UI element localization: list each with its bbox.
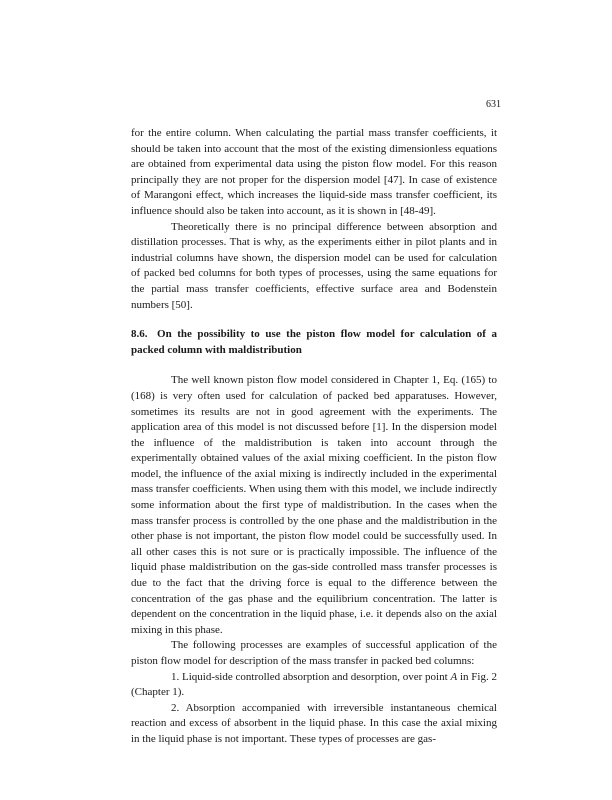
paragraph-continuation: for the entire column. When calculating the partial mass transfer coefficients, it should be taken into account that the most of the existing dimensionless equations are obtained from experimental data using the piston flow model. For this reason principally they are not proper for the dispersion model [47]. In case of existence of Marangoni effect, which increases the liquid-side mass transfer coefficient, its influence should also be taken into account, as it is shown in [48-49]. — [131, 127, 497, 217]
paragraph-examples-intro: The following processes are examples of successful application of the piston flow model for description of the mass transfer in packed bed columns: — [131, 639, 497, 667]
paragraph-absorption-distillation: Theoretically there is no principal difference between absorption and distillation processes. That is why, as the experiments either in pilot plants and in industrial columns have shown, the dispersion model can be used for calculation of packed bed columns for both types of processes, using the same equations for the partial mass transfer coefficients, effective surface area and Bodenstein numbers [50]. — [131, 220, 497, 311]
list-item-1 — [131, 670, 497, 701]
paragraph-piston-flow-model: The well known piston flow model considered in Chapter 1, Eq. (165) to (168) is very often used for calculation of packed bed apparatuses. However, sometimes its results are not in good agreement with the experiments. The application area of this model is not discussed before [1]. In the dispersion model the influence of the maldistribution is taken into account through the experimentally obtained values of the axial mixing coefficient. In the piston flow model, the influence of the axial mixing is indirectly included in the experimental mass transfer coefficients. When using them with this model, we include indirectly some information about the first type of maldistribution. In the cases when the mass transfer process is controlled by the one phase and the maldistribution in the other phase is not important, the piston flow model could be successfully used. In all other cases this is not sure or is practically impossible. The influence of the liquid phase maldistribution on the gas-side controlled mass transfer processes is due to the fact that the driving force is equal to the difference between the concentration of the gas phase and the equilibrium concentration. The latter is dependent on the concentration in the liquid phase, i.e. it depends also on the axial mixing in this phase. — [131, 374, 497, 636]
section-heading — [131, 327, 497, 358]
section-number: 8.6. — [131, 328, 148, 341]
list-item-1-point-label: A — [450, 670, 458, 683]
list-item-2: 2. Absorption accompanied with irreversible instantaneous chemical reaction and excess of absorbent in the liquid phase. In this case the axial mixing in the liquid phase is not important. These types of processes are gas- — [131, 701, 497, 745]
list-item-1-text-before: 1. Liquid-side controlled absorption and desorption, over point — [171, 670, 451, 683]
section-title: On the possibility to use the piston flow model for calculation of a packed column with maldistribution — [131, 328, 497, 356]
page-body — [131, 126, 497, 748]
page-number: 631 — [486, 99, 501, 110]
list-item-1-text-after: in Fig. 2 (Chapter 1). — [131, 670, 497, 699]
